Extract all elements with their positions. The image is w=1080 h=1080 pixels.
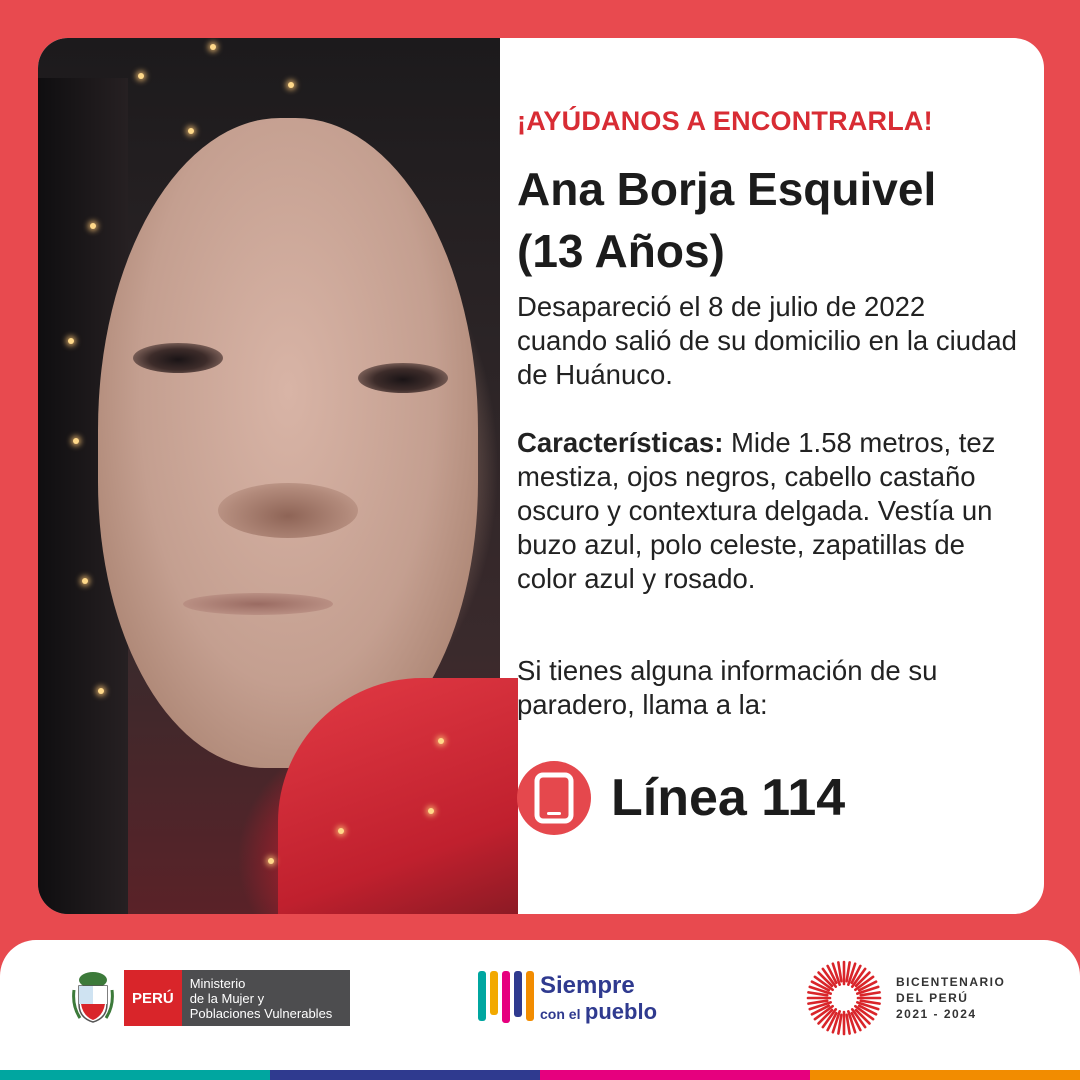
footer-color-bar: [0, 1070, 1080, 1080]
ministry-line: Ministerio: [189, 975, 246, 991]
sparkle-decoration: [428, 808, 434, 814]
right-eye-shape: [358, 363, 448, 393]
pueblo-word: pueblo: [584, 999, 658, 1024]
poster-content: [517, 38, 1027, 914]
characteristics-body: Mide 1.58 metros, tez mestiza, ojos negros, cabello castaño oscuro y contextura delgada. Vestía un buzo azul, polo celeste, zapatillas de color azul y rosado.: [517, 427, 996, 594]
con-el-word: con el: [540, 1006, 581, 1022]
ministry-name-box: [182, 970, 350, 1026]
sparkle-decoration: [268, 858, 274, 864]
name-line: Ana Borja Esquivel: [517, 163, 937, 215]
sparkle-decoration: [338, 828, 344, 834]
siempre-con-el-pueblo-logo: [478, 966, 657, 1032]
bicentenario-line: DEL PERÚ: [896, 991, 969, 1005]
phone-icon: [517, 761, 591, 835]
ministry-line: Poblaciones Vulnerables: [189, 1005, 333, 1021]
sparkle-decoration: [73, 438, 79, 444]
ministry-logo: [72, 968, 350, 1028]
footer: [0, 940, 1080, 1080]
missing-person-photo: [38, 38, 500, 914]
bicentenario-line: BICENTENARIO: [896, 975, 1006, 989]
left-eye-shape: [133, 343, 223, 373]
mouth-shape: [183, 593, 333, 615]
call-to-action-text: Si tienes alguna información de su paradero, llama a la:: [517, 655, 938, 720]
sparkle-decoration: [438, 738, 444, 744]
peru-label-box: PERÚ: [124, 970, 182, 1026]
hotline-label: Línea 114: [611, 769, 846, 827]
sparkle-decoration: [68, 338, 74, 344]
bicentenario-sunburst-icon: [806, 960, 882, 1036]
disappearance-text: Desapareció el 8 de julio de 2022 cuando salió de su domicilio en la ciudad de Huánuco.: [517, 291, 1017, 390]
age-line: (13 Años): [517, 225, 725, 277]
nose-shape: [218, 483, 358, 538]
sparkle-decoration: [288, 82, 294, 88]
bicentenario-line: 2021 - 2024: [896, 1007, 977, 1021]
characteristics-label: Características:: [517, 427, 724, 458]
peru-coat-of-arms-icon: [72, 970, 114, 1026]
sparkle-decoration: [98, 688, 104, 694]
sparkle-decoration: [90, 223, 96, 229]
poster-card: [38, 38, 1044, 914]
person-name: [517, 158, 1017, 282]
colored-bars-icon: [478, 971, 534, 1027]
sparkle-decoration: [188, 128, 194, 134]
bicentenario-logo: [806, 960, 1005, 1036]
sparkle-decoration: [82, 578, 88, 584]
siempre-word: Siempre: [540, 972, 635, 999]
face-shape: [98, 118, 478, 768]
ministry-line: de la Mujer y: [189, 990, 265, 1006]
sparkle-decoration: [210, 44, 216, 50]
bicentenario-text: [896, 974, 1005, 1022]
hotline-row: [517, 760, 845, 836]
sparkle-decoration: [138, 73, 144, 79]
headline: ¡AYÚDANOS A ENCONTRARLA!: [517, 106, 933, 136]
siempre-text: [540, 973, 657, 1025]
characteristics-text: [517, 426, 1022, 596]
